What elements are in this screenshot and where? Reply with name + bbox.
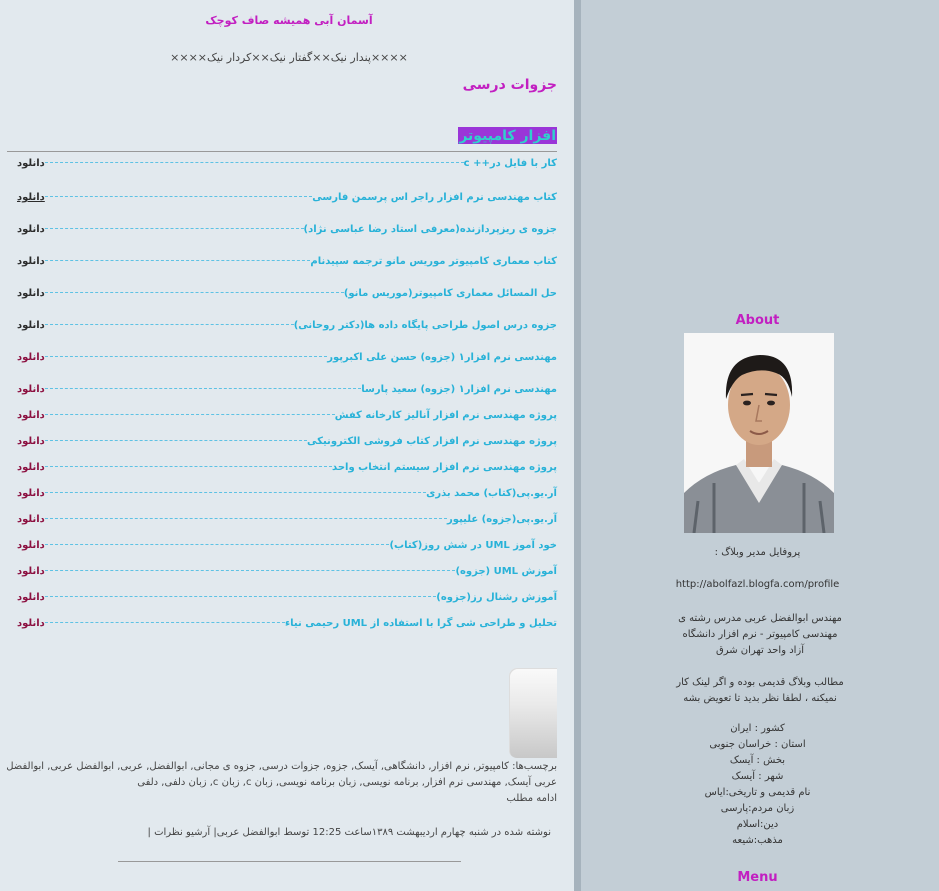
download-link[interactable]: دانلود — [17, 256, 45, 267]
category-divider — [7, 151, 557, 152]
download-item — [17, 514, 557, 525]
dashed-leader — [45, 260, 311, 261]
profile-title: پروفایل مدیر وبلاگ : — [714, 547, 801, 558]
download-item-title[interactable]: کتاب معماری کامپیوتر موریس مانو ترجمه سپیدنام — [310, 256, 557, 267]
sidebar — [581, 0, 939, 891]
info-religion: دین:اسلام — [736, 819, 779, 830]
post-tags[interactable]: برچسب‌ها: کامپیوتر, نرم افزار, دانشگاهی, آیسک, جزوه, جزوات درسی, جزوه ی مجانی, ابوالفضل, عربی, ابوالفضل عربی, ابوالفضل عربی آیسک, مهندسی نرم افزار, برنامه نویسی, زبان برنامه نویسی, زبان c, زبان c, زبان دلفی, دلفی — [6, 761, 557, 788]
info-language: زبان مردم:پارسی — [720, 803, 795, 814]
dashed-leader — [45, 622, 285, 623]
download-item — [17, 592, 557, 603]
dashed-leader — [45, 162, 464, 163]
download-item — [17, 566, 557, 577]
download-item-title[interactable]: آر.یو.پی(کتاب) محمد بذری — [426, 488, 557, 499]
about-heading: About — [735, 313, 780, 328]
column-divider — [574, 0, 581, 891]
download-link[interactable]: دانلود — [17, 618, 45, 629]
download-link[interactable]: دانلود — [17, 592, 45, 603]
download-item — [17, 540, 557, 551]
download-link[interactable]: دانلود — [17, 462, 45, 473]
download-link[interactable]: دانلود — [17, 192, 45, 203]
dashed-leader — [45, 388, 361, 389]
download-item-title[interactable]: مهندسی نرم افزار۱ (جزوه) حسن علی اکبرپور — [327, 352, 557, 363]
dashed-leader — [45, 324, 294, 325]
profile-photo-icon — [684, 333, 834, 533]
profile-description: مهندس ابوالفضل عربی مدرس رشته ی مهندسی کامپیوتر - نرم افزار دانشگاه آزاد واحد تهران شرق — [678, 613, 842, 656]
info-province: استان : خراسان جنوبی — [709, 739, 806, 750]
download-item-title[interactable]: جزوه ی ریزپردازنده(معرفی استاد رضا عباسی نژاد) — [303, 224, 557, 235]
dashed-leader — [45, 570, 456, 571]
download-link[interactable]: دانلود — [17, 488, 45, 499]
download-link[interactable]: دانلود — [17, 514, 45, 525]
post-image — [509, 668, 557, 758]
download-link[interactable]: دانلود — [17, 158, 45, 169]
dashed-leader — [45, 596, 436, 597]
download-item-title[interactable]: خود آموز UML در شش روز(کتاب) — [389, 540, 557, 551]
download-item-title[interactable]: پروژه مهندسی نرم افزار کتاب فروشی الکترونیکی — [307, 436, 557, 447]
post-title[interactable]: جزوات درسی — [462, 77, 557, 93]
dashed-leader — [45, 440, 307, 441]
info-old-name: نام قدیمی و تاریخی:ایاس — [704, 787, 811, 798]
info-sect: مذهب:شیعه — [732, 835, 783, 846]
download-link[interactable]: دانلود — [17, 410, 45, 421]
download-item-title[interactable]: حل المسائل معماری کامپیوتر(موریس مانو) — [343, 288, 557, 299]
download-item — [17, 384, 557, 395]
menu-heading: Menu — [737, 870, 778, 885]
download-item — [17, 436, 557, 447]
category-heading: افزار کامپیوتر — [459, 128, 556, 144]
download-link[interactable]: دانلود — [17, 566, 45, 577]
download-link[interactable]: دانلود — [17, 352, 45, 363]
download-link[interactable]: دانلود — [17, 320, 45, 331]
download-item-title[interactable]: پروژه مهندسی نرم افزار سیستم انتخاب واحد — [332, 462, 557, 473]
download-item — [17, 488, 557, 499]
dashed-leader — [45, 356, 327, 357]
download-item-title[interactable]: پروژه مهندسی نرم افزار آنالیز کارخانه کفش — [334, 410, 557, 421]
download-item-title[interactable]: کتاب مهندسی نرم افزار راجر اس پرسمن فارسی — [312, 192, 557, 203]
blog-motto: ××××پندار نیک××گفتار نیک××کردار نیک×××× — [170, 51, 408, 64]
read-more-link[interactable]: ادامه مطلب — [506, 793, 557, 804]
post-meta[interactable]: نوشته شده در شنبه چهارم اردیبهشت ۱۳۸۹ساعت 12:25 توسط ابوالفضل عربی| آرشیو نظرات | — [147, 827, 551, 838]
download-item — [17, 256, 557, 267]
download-item-title[interactable]: آموزش رشنال رز(جزوه) — [436, 592, 557, 603]
download-item-title[interactable]: آر.یو.پی(جزوه) علیپور — [447, 514, 557, 525]
profile-note: مطالب وبلاگ قدیمی بوده و اگر لینک کار نمیکنه ، لطفا نظر بدید تا تعویض بشه — [676, 677, 844, 704]
download-item-title[interactable]: مهندسی نرم افزار۱ (جزوه) سعید پارسا — [361, 384, 557, 395]
dashed-leader — [45, 292, 344, 293]
dashed-leader — [45, 466, 332, 467]
download-item-title[interactable]: تحلیل و طراحی شی گرا با استفاده از UML رحیمی نیاء — [285, 618, 557, 629]
download-item-title[interactable]: جزوه درس اصول طراحی پایگاه داده ها(دکتر روحانی) — [293, 320, 557, 331]
download-link[interactable]: دانلود — [17, 224, 45, 235]
download-link[interactable]: دانلود — [17, 288, 45, 299]
dashed-leader — [45, 544, 390, 545]
download-item-title[interactable]: کار با فایل در++ c — [463, 158, 557, 169]
dashed-leader — [45, 414, 335, 415]
download-item — [17, 462, 557, 473]
download-item — [17, 320, 557, 331]
dashed-leader — [45, 492, 426, 493]
dashed-leader — [45, 228, 304, 229]
download-item — [17, 410, 557, 421]
info-country: کشور : ایران — [730, 723, 785, 734]
download-link[interactable]: دانلود — [17, 540, 45, 551]
info-district: بخش : آیسک — [729, 755, 786, 766]
download-item — [17, 288, 557, 299]
dashed-leader — [45, 518, 447, 519]
download-item-title[interactable]: آموزش UML (جزوه) — [455, 566, 557, 577]
dashed-leader — [45, 196, 312, 197]
info-city: شهر : آیسک — [731, 771, 784, 782]
blog-title[interactable]: آسمان آبی همیشه صاف کوچک — [205, 14, 373, 27]
download-link[interactable]: دانلود — [17, 436, 45, 447]
post-divider — [118, 861, 461, 862]
avatar — [684, 333, 834, 533]
download-item — [17, 224, 557, 235]
download-item — [17, 158, 557, 169]
download-link[interactable]: دانلود — [17, 384, 45, 395]
download-item — [17, 192, 557, 203]
download-item — [17, 618, 557, 629]
download-item — [17, 352, 557, 363]
profile-url[interactable]: http://abolfazl.blogfa.com/profile — [675, 579, 840, 590]
